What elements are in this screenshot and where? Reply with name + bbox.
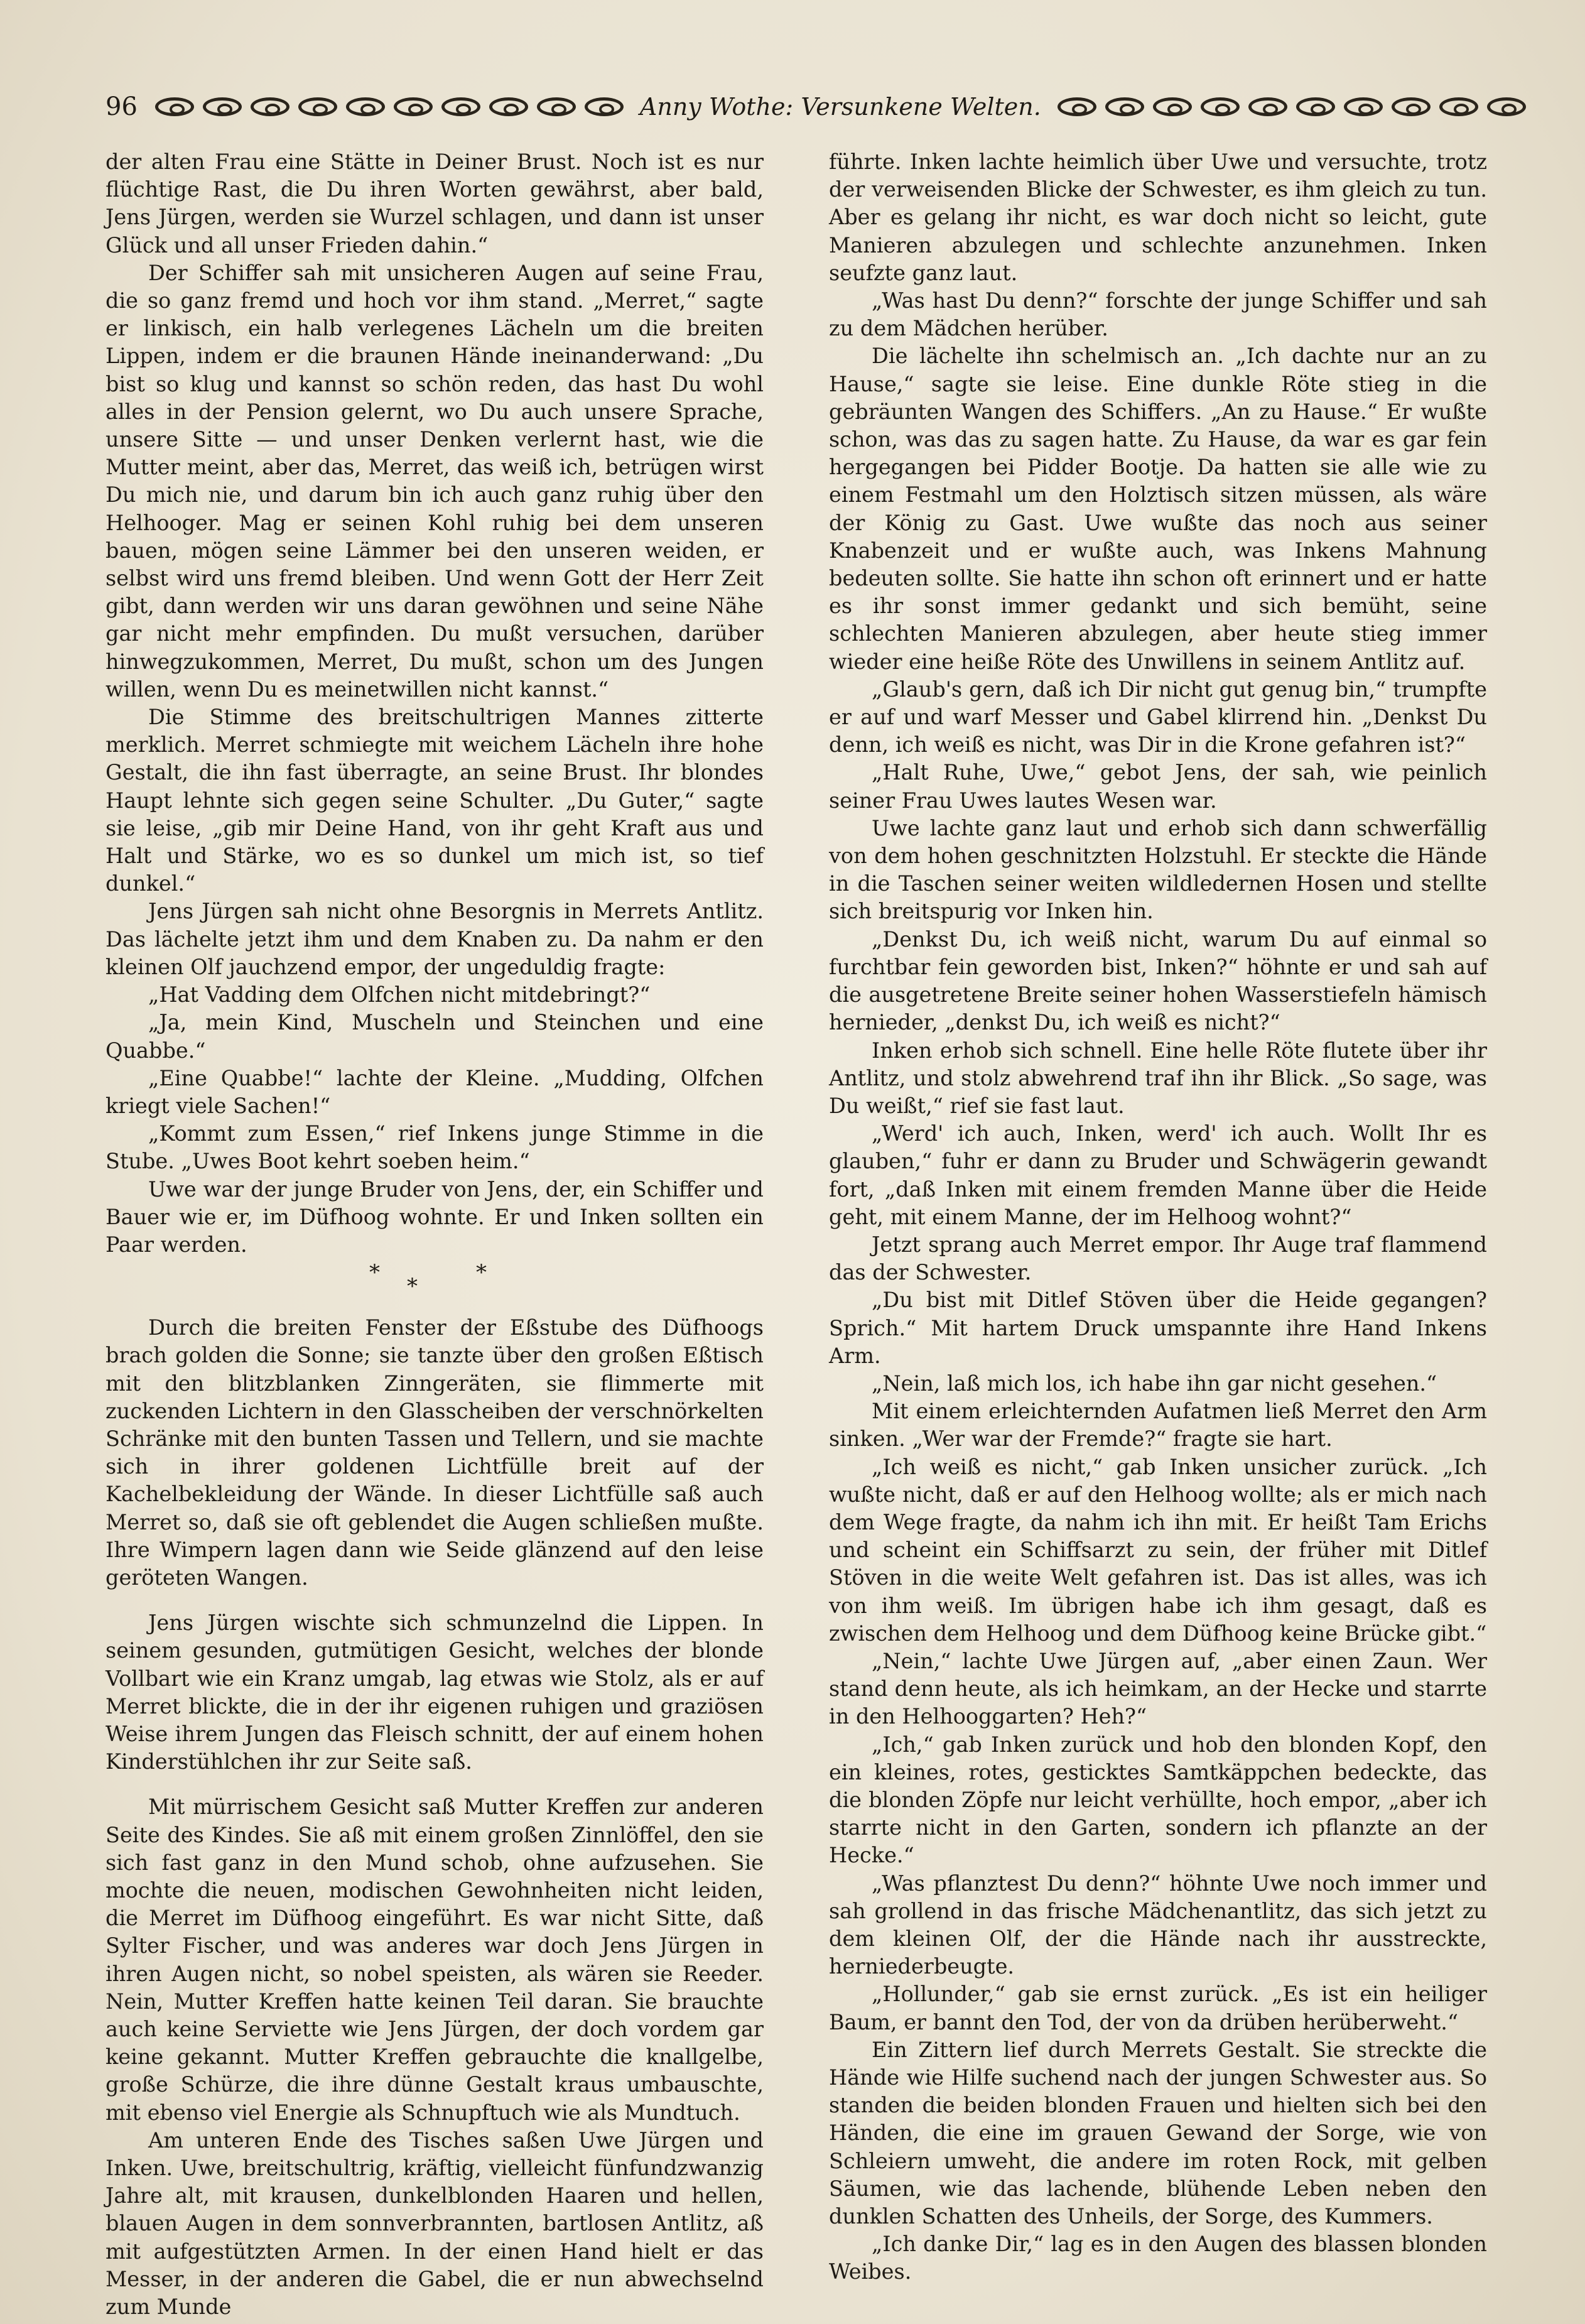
paragraph: Uwe lachte ganz laut und erhob sich dann schwerfällig von dem hohen geschnitzten Holzstuhl. Er steckte die Hände in die Taschen seiner weiten wildledernen Hosen und stellte sich breitspurig vor Inken hin. <box>829 815 1487 924</box>
paragraph: Jens Jürgen wischte sich schmunzelnd die Lippen. In seinem gesunden, gutmütigen Gesicht, welches der blonde Vollbart wie ein Kranz umgab, lag etwas wie Stolz, als er auf Merret blickte, die in der ihr eigenen ruhigen und graziösen Weise ihrem Jungen das Fleisch schnitt, der auf einem hohen Kinderstühlchen ihr zur Seite saß. <box>105 1610 764 1774</box>
page-header <box>105 87 1487 127</box>
paragraph: Uwe war der junge Bruder von Jens, der, ein Schiffer und Bauer wie er, im Düfhoog wohnte. Er und Inken sollten ein Paar werden. <box>105 1176 764 1257</box>
page-number: 96 <box>105 92 138 121</box>
ornament-icon <box>1296 97 1335 116</box>
running-title: Anny Wothe: Versunkene Welten. <box>639 93 1041 121</box>
paragraph: Durch die breiten Fenster der Eßstube des Düfhoogs brach golden die Sonne; sie tanzte über den großen Eßtisch mit den blitzblanken Zinngeräten, sie flimmerte mit zuckenden Lichtern in den Glasscheiben der verschnörkelten Schränke mit den bunten Tassen und Tellern, und sie machte sich in ihrer goldenen Lichtfülle breit auf der Kachelbekleidung der Wände. In dieser Lichtfülle saß auch Merret so, daß sie oft geblendet die Augen schließen mußte. Ihre Wimpern lagen dann wie Seide glänzend auf den leise geröteten Wangen. <box>105 1315 764 1590</box>
ornament-icon <box>251 97 289 116</box>
ornament-icon <box>1201 97 1240 116</box>
paragraph: Ein Zittern lief durch Merrets Gestalt. Sie streckte die Hände wie Hilfe suchend nach der jungen Schwester aus. So standen die beiden blonden Frauen und hielten sich bei den Händen, die eine im grauen Gewand der Sorge, wie von Schleiern umweht, die andere im roten Rock, mit gelben Säumen, wie das lachende, blühende Leben neben den dunklen Schatten des Unheils, der Sorge, des Kummers. <box>829 2037 1487 2229</box>
paragraph: „Hat Vadding dem Olfchen nicht mitdebringt?“ <box>148 982 651 1007</box>
ornament-icon <box>537 97 576 116</box>
paragraph: Mit mürrischem Gesicht saß Mutter Kreffen zur anderen Seite des Kindes. Sie aß mit einem großen Zinnlöffel, den sie sich fast ganz in den Mund schob, ohne aufzusehen. Sie mochte die neuen, modischen Gewohnheiten nicht leiden, die Merret im Düfhoog eingeführt. Es war nicht Sitte, daß Sylter Fischer, und was anderes war doch Jens Jürgen in ihren Augen nicht, so nobel speisten, als wären sie Reeder. Nein, Mutter Kreffen hatte keinen Teil daran. Sie brauchte auch keine Serviette wie Jens Jürgen, der doch vordem gar keine gekannt. Mutter Kreffen gebrauchte die knallgelbe, große Schürze, die ihre dünne Gestalt kraus umbauschte, mit ebenso viel Energie als Schnupftuch wie als Mundtuch. <box>105 1795 764 2125</box>
ornament-icon <box>298 97 337 116</box>
ornament-icon <box>1153 97 1192 116</box>
paragraph: „Nein, laß mich los, ich habe ihn gar nicht gesehen.“ <box>872 1371 1437 1396</box>
ornament-icon <box>1392 97 1431 116</box>
ornament-icon <box>441 97 480 116</box>
ornament-icon <box>1439 97 1478 116</box>
ornament-icon <box>394 97 433 116</box>
paragraph: „Werd' ich auch, Inken, werd' ich auch. Wollt Ihr es glauben,“ fuhr er dann zu Bruder und Schwägerin gewandt fort, „daß Inken mit einem fremden Manne über die Heide geht, mit einem Manne, der im Helhoog wohnt?“ <box>829 1121 1487 1229</box>
paragraph: „Ich danke Dir,“ lag es in den Augen des blassen blonden Weibes. <box>829 2232 1487 2284</box>
paragraph: „Ich weiß es nicht,“ gab Inken unsicher zurück. „Ich wußte nicht, daß er auf den Helhoog wollte; als er mich nach dem Wege fragte, da nahm ich ihn mit. Er heißt Tam Erichs und scheint ein Schiffsarzt zu sein, der früher mit Ditlef Stöven in die weite Welt gefahren ist. Das ist alles, was ich von ihm weiß. Im übrigen habe ich ihm gesagt, daß es zwischen dem Helhoog und dem Düfhoog keine Brücke gibt.“ <box>829 1454 1487 1646</box>
paragraph: „Glaub's gern, daß ich Dir nicht gut genug bin,“ trumpfte er auf und warf Messer und Gabel klirrend hin. „Denkst Du denn, ich weiß es nicht, was Dir in die Krone gefahren ist?“ <box>829 676 1487 757</box>
separator-star: * <box>476 1260 487 1286</box>
right-column <box>829 148 1487 2284</box>
paragraph: Die lächelte ihn schelmisch an. „Ich dachte nur an zu Hause,“ sagte sie leise. Eine dunkle Röte stieg in die gebräunten Wangen des Schiffers. „An zu Hause.“ Er wußte schon, was das zu sagen hatte. Zu Hause, da war es gar fein hergegangen bei Pidder Bootje. Da hatten sie alle wie zu einem Festmahl um den Holztisch sitzen müssen, als wäre der König zu Gast. Uwe wußte das noch aus seiner Knabenzeit und er wußte auch, was Inkens Mahnung bedeuten sollte. Sie hatte ihn schon oft erinnert und er hatte es ihr sonst immer gedankt und sich bemüht, seine schlechten Manieren abzulegen, aber heute stieg immer wieder eine heiße Röte des Unwillens in seinem Antlitz auf. <box>829 344 1487 674</box>
paragraph: „Hollunder,“ gab sie ernst zurück. „Es ist ein heiliger Baum, er bannt den Tod, der von da drüben herüberweht.“ <box>829 1982 1487 2034</box>
separator-star: * <box>369 1260 380 1286</box>
paragraph: „Du bist mit Ditlef Stöven über die Heide gegangen? Sprich.“ Mit hartem Druck umspannte ihre Hand Inkens Arm. <box>829 1288 1487 1368</box>
text-columns <box>105 148 1487 2320</box>
ornament-icon <box>346 97 385 116</box>
section-separator <box>105 1259 764 1314</box>
paragraph-gap <box>105 1776 764 1793</box>
ornament-icon <box>155 97 194 116</box>
header-ornament-right <box>1058 97 1526 116</box>
paragraph: „Was pflanztest Du denn?“ höhnte Uwe noch immer und sah grollend in das frische Mädchenantlitz, das sich jetzt zu dem kleinen Olf, der die Hände nach ihr ausstreckte, herniederbeugte. <box>829 1871 1487 1979</box>
paragraph-gap <box>105 1592 764 1609</box>
paragraph: Jens Jürgen sah nicht ohne Besorgnis in Merrets Antlitz. Das lächelte jetzt ihm und dem Knaben zu. Da nahm er den kleinen Olf jauchzend empor, der ungeduldig fragte: <box>105 899 764 979</box>
paragraph: „Was hast Du denn?“ forschte der junge Schiffer und sah zu dem Mädchen herüber. <box>829 288 1487 341</box>
paragraph: „Kommt zum Essen,“ rief Inkens junge Stimme in die Stube. „Uwes Boot kehrt soeben heim.“ <box>105 1121 764 1174</box>
paragraph: Die Stimme des breitschultrigen Mannes zitterte merklich. Merret schmiegte mit weichem Lächeln ihre hohe Gestalt, die ihn fast überragte, an seine Brust. Ihr blondes Haupt lehnte sich gegen seine Schulter. „Du Guter,“ sagte sie leise, „gib mir Deine Hand, von ihr geht Kraft aus und Halt und Stärke, wo es so dunkel um mich ist, so tief dunkel.“ <box>105 705 764 896</box>
ornament-icon <box>1344 97 1383 116</box>
paragraph: Der Schiffer sah mit unsicheren Augen auf seine Frau, die so ganz fremd und hoch vor ihm stand. „Merret,“ sagte er linkisch, ein halb verlegenes Lächeln um die breiten Lippen, indem er die braunen Hände ineinanderwand: „Du bist so klug und kannst so schön reden, das hast Du wohl alles in der Pension gelernt, wo Du auch unsere Sprache, unsere Sitte — und unser Denken verlernt hast, wie die Mutter meint, aber das, Merret, das weiß ich, betrügen wirst Du mich nie, und darum bin ich auch ganz ruhig über den Helhooger. Mag er seinen Kohl ruhig bei dem unseren bauen, mögen seine Lämmer bei den unseren weiden, er selbst wird uns fremd bleiben. Und wenn Gott der Herr Zeit gibt, dann werden wir uns daran gewöhnen und seine Nähe gar nicht mehr empfinden. Du mußt versuchen, darüber hinwegzukommen, Merret, Du mußt, schon um des Jungen willen, wenn Du es meinetwillen nicht kannst.“ <box>105 260 764 702</box>
ornament-icon <box>1487 97 1526 116</box>
paragraph: „Ja, mein Kind, Muscheln und Steinchen und eine Quabbe.“ <box>105 1010 764 1063</box>
paragraph: „Denkst Du, ich weiß nicht, warum Du auf einmal so furchtbar fein geworden bist, Inken?“ höhnte er und sah auf die ausgetretene Breite seiner hohen Wasserstiefeln hämisch hernieder, „denkst Du, ich weiß es nicht?“ <box>829 926 1487 1035</box>
left-column <box>105 148 764 2320</box>
header-ornament-left <box>155 97 624 116</box>
ornament-icon <box>1058 97 1096 116</box>
ornament-icon <box>1105 97 1144 116</box>
paragraph: führte. Inken lachte heimlich über Uwe und versuchte, trotz der verweisenden Blicke der Schwester, es ihm gleich zu tun. Aber es gelang ihr nicht, es war doch nicht so leicht, gute Manieren abzulegen und schlechte anzunehmen. Inken seufzte ganz laut. <box>829 149 1487 285</box>
ornament-icon <box>489 97 528 116</box>
paragraph: Inken erhob sich schnell. Eine helle Röte flutete über ihr Antlitz, und stolz abwehrend traf ihn ihr Blick. „So sage, was Du weißt,“ rief sie fast laut. <box>829 1038 1487 1118</box>
paragraph: „Eine Quabbe!“ lachte der Kleine. „Mudding, Olfchen kriegt viele Sachen!“ <box>105 1065 764 1118</box>
paragraph: Am unteren Ende des Tisches saßen Uwe Jürgen und Inken. Uwe, breitschultrig, kräftig, vielleicht fünfundzwanzig Jahre alt, mit krausen, dunkelblonden Haaren und hellen, blauen Augen in dem sonnverbrannten, bartlosen Antlitz, aß mit aufgestützten Armen. In der einen Hand hielt er das Messer, in der anderen die Gabel, die er nun abwechselnd zum Munde <box>105 2127 764 2320</box>
ornament-icon <box>1248 97 1287 116</box>
paragraph: „Ich,“ gab Inken zurück und hob den blonden Kopf, den ein kleines, rotes, gesticktes Samtkäppchen bedeckte, das die blonden Zöpfe nur leicht verhüllte, hoch empor, „aber ich starrte nicht in den Garten, sondern ich pflanzte an der Hecke.“ <box>829 1732 1487 1868</box>
separator-star: * <box>407 1274 418 1300</box>
paragraph: „Nein,“ lachte Uwe Jürgen auf, „aber einen Zaun. Wer stand denn heute, als ich heimkam, an der Hecke und starrte in den Helhooggarten? Heh?“ <box>829 1648 1487 1729</box>
paragraph: Jetzt sprang auch Merret empor. Ihr Auge traf flammend das der Schwester. <box>829 1232 1487 1285</box>
ornament-icon <box>585 97 624 116</box>
paragraph: der alten Frau eine Stätte in Deiner Brust. Noch ist es nur flüchtige Rast, die Du ihren Worten gewährst, aber bald, Jens Jürgen, werden sie Wurzel schlagen, und dann ist unser Glück und all unser Frieden dahin.“ <box>105 149 764 258</box>
paragraph: Mit einem erleichternden Aufatmen ließ Merret den Arm sinken. „Wer war der Fremde?“ fragte sie hart. <box>829 1399 1487 1452</box>
paragraph: „Halt Ruhe, Uwe,“ gebot Jens, der sah, wie peinlich seiner Frau Uwes lautes Wesen war. <box>829 760 1487 813</box>
ornament-icon <box>203 97 242 116</box>
